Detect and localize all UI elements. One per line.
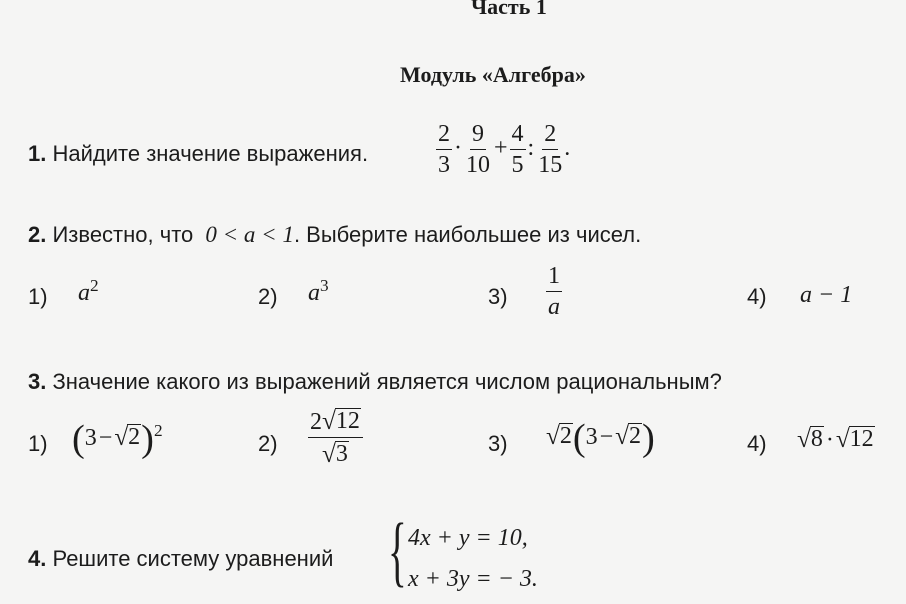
question-3-number: 3. [28,369,47,394]
fraction-9-10: $\frac{9}{10}$ [466,121,490,178]
divide-sign: : [527,135,535,162]
module-title: Модуль «Алгебра» [400,62,586,87]
q2-option-2-expr: $a^3$ [308,276,329,306]
sqrt-symbol: √ 2 [546,422,572,450]
q2-option-4-expr: a − 1 [800,282,853,308]
q3-option-1-label: 1) [28,431,48,456]
question-3-prompt: Значение какого из выражений является числом рациональным? [52,369,722,394]
sqrt-symbol: √ 2 [615,422,641,450]
question-1-prompt: Найдите значение выражения. [52,141,369,166]
q2-option-3-label: 3) [488,284,508,309]
q3-option-3-expr: √ 2 (3− √ 2 ) [546,417,655,459]
q2-option-4-label: 4) [747,284,767,309]
multiply-sign: · [454,135,462,162]
question-1-text [28,141,368,167]
q3-option-4-label: 4) [747,431,767,456]
q3-option-3-label: 3) [488,431,508,456]
question-2-prompt-end: . Выберите наибольшее из чисел. [293,222,642,247]
sqrt-symbol: √ 3 [322,441,348,469]
sqrt-symbol: √ 2 [114,424,141,451]
question-1-expression: $\frac{2}{3}$ · $\frac{9}{10}$ + $\frac{4}{5}$ : $\frac{2}{15}$ . [438,121,571,178]
question-2-text [28,222,641,248]
fraction-4-5: $\frac{4}{5}$ [511,121,524,178]
question-3-text [28,369,722,395]
q2-option-2-label: 2) [258,284,278,309]
question-2-prompt-start: Известно, что [52,222,194,247]
q2-option-1-label: 1) [28,284,48,309]
system-brace: { [388,507,407,594]
system-equation-2: x + 3y = − 3. [408,566,538,592]
sqrt-symbol: √ 8 [797,425,823,453]
system-equation-1: 4x + y = 10, [408,525,528,551]
question-2-number: 2. [28,222,47,247]
q3-option-2-expr: 2 √ 12 √ 3 [308,408,363,467]
question-4-text [28,546,333,572]
q2-option-1-expr: $a^2$ [78,276,99,306]
question-4-number: 4. [28,546,47,571]
question-4-prompt: Решите систему уравнений [52,546,334,571]
fraction-2-3: $\frac{2}{3}$ [438,121,450,178]
sqrt-symbol: √ 12 [835,425,874,453]
q3-option-2-label: 2) [258,431,278,456]
sqrt-symbol: √ 12 [322,407,360,435]
plus-sign: + [494,135,508,162]
question-2-condition: 0 < a < 1 [205,222,294,247]
question-1-number: 1. [28,141,47,166]
q2-option-3-expr: $\frac{1}{a}$ [548,263,560,320]
q3-option-4-expr: √ 8 · √ 12 [797,425,874,453]
part-title: Часть 1 [471,0,547,19]
fraction-2-15: $\frac{2}{15}$ [538,121,563,178]
q3-option-1-expr: (3− √ 2 )$^2$ [72,418,163,461]
